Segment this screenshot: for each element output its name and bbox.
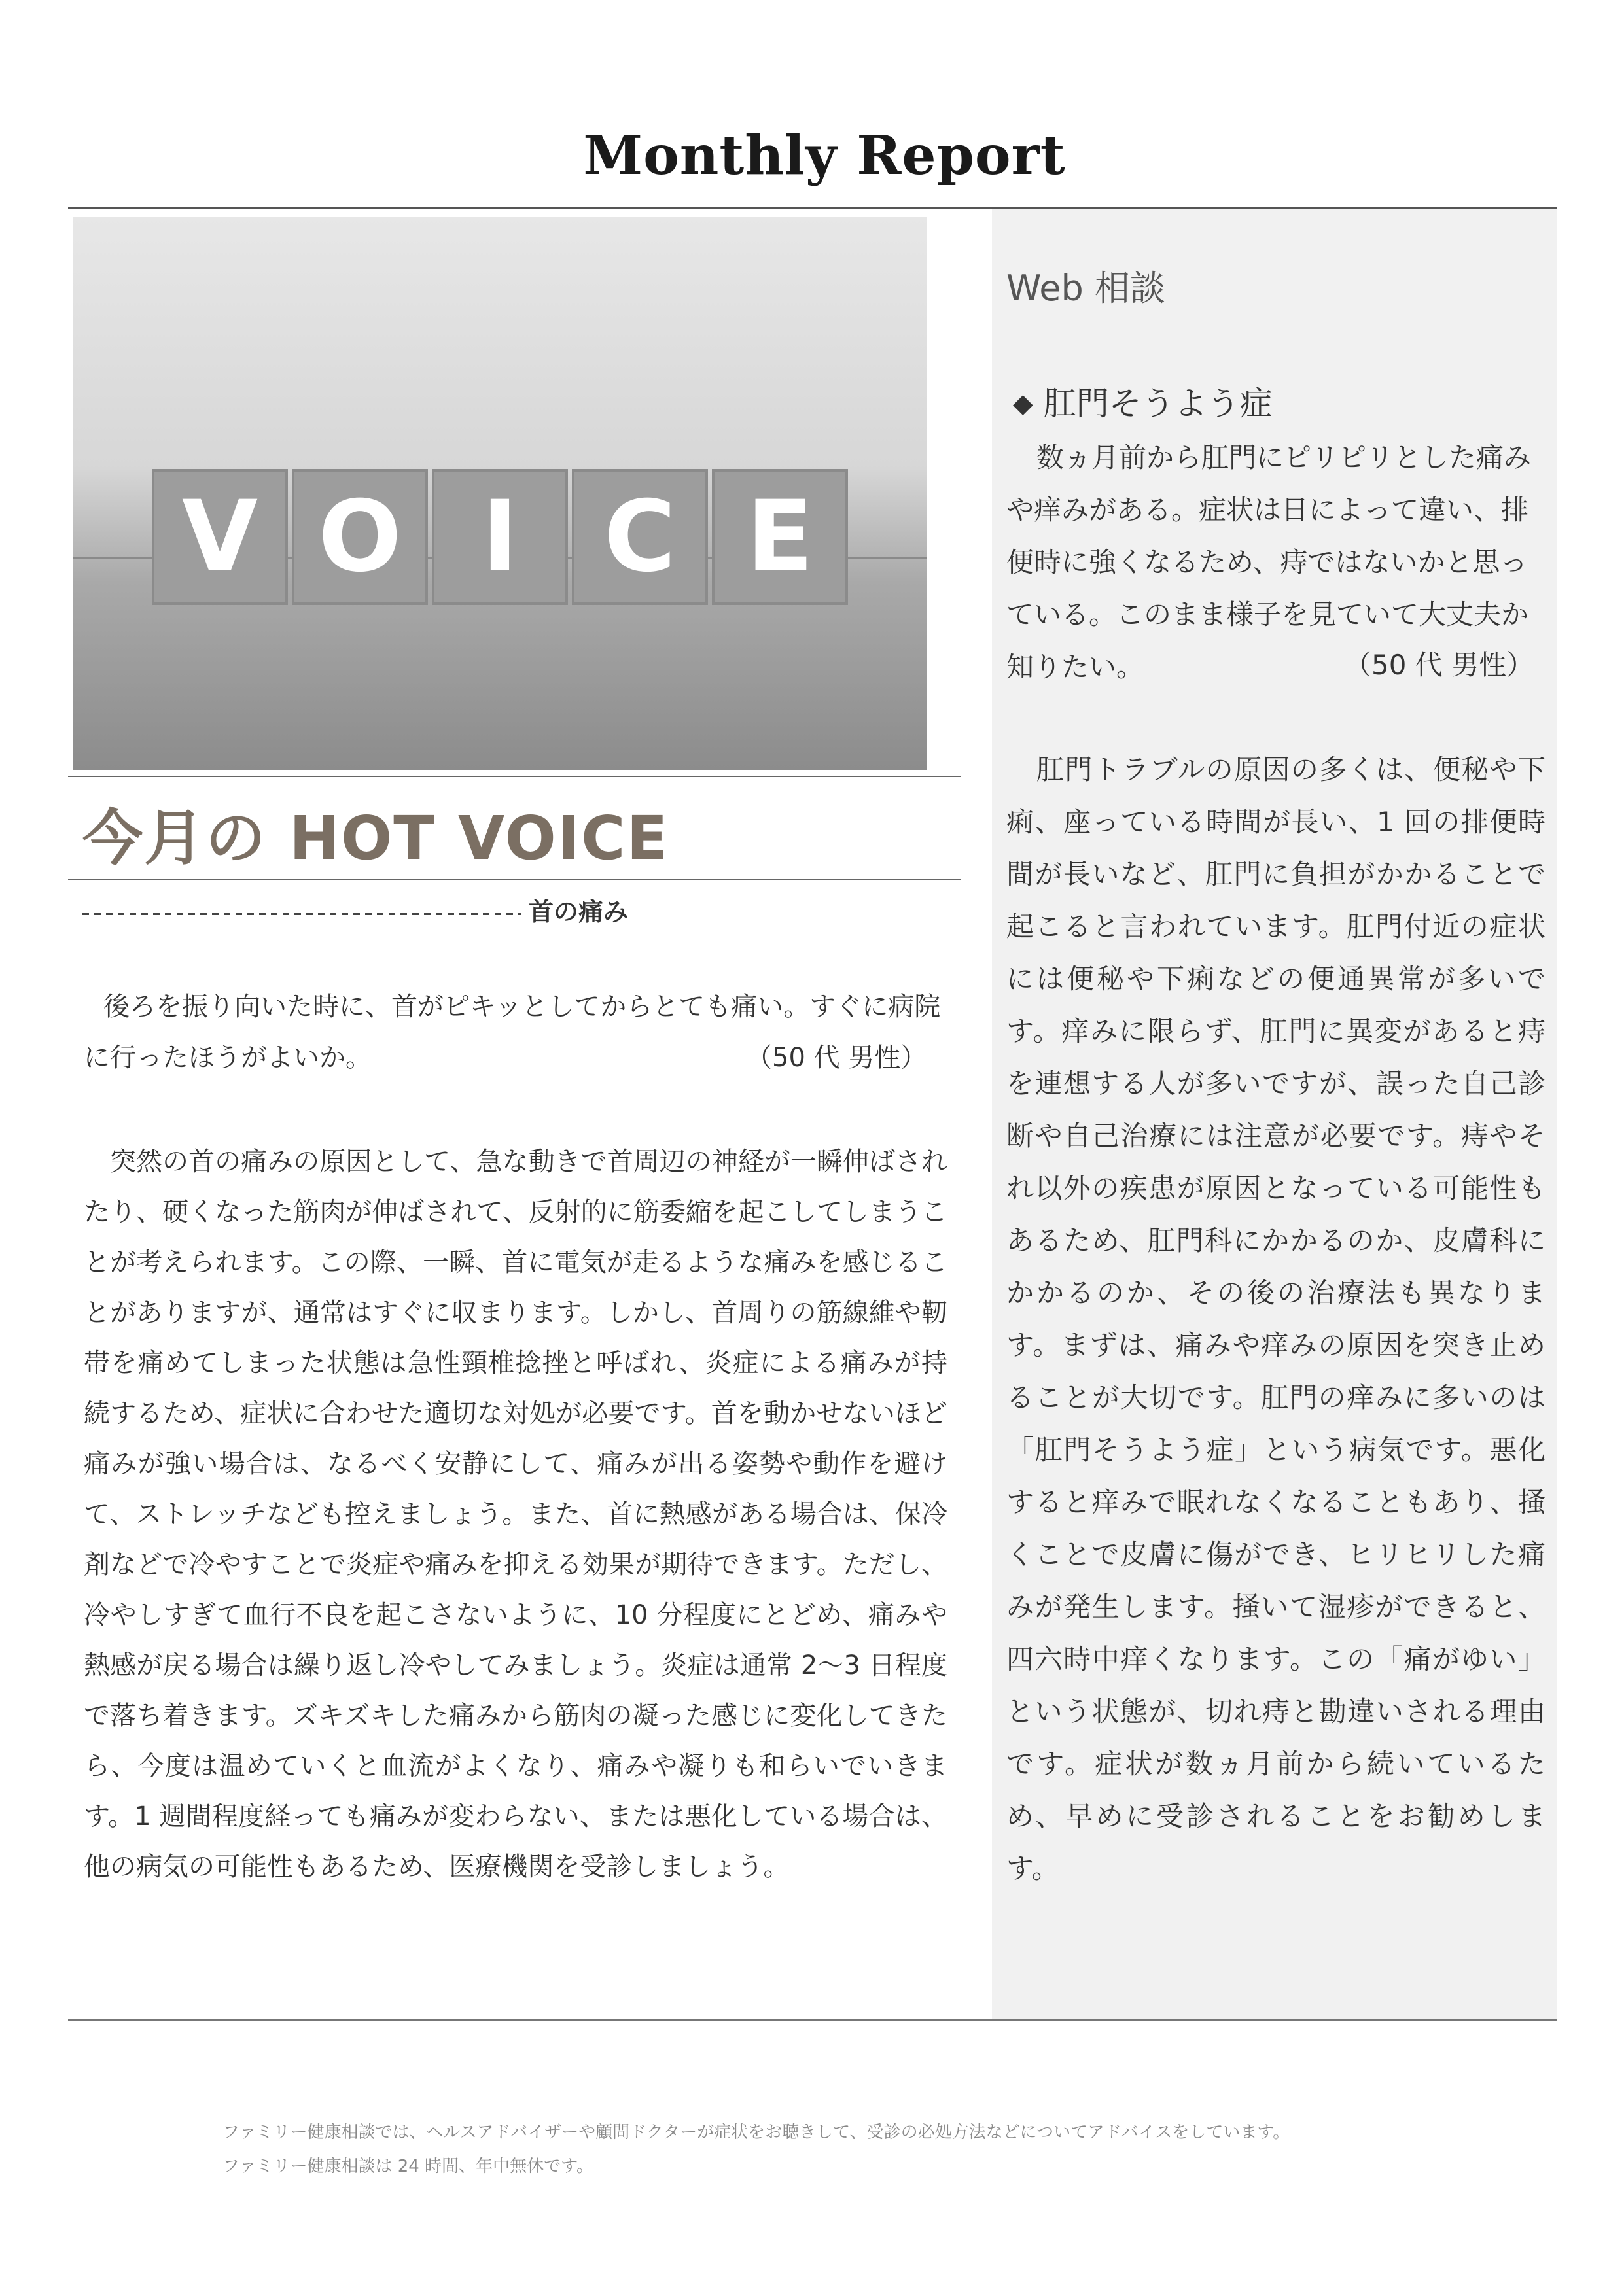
hot-voice-answer: 突然の首の痛みの原因として、急な動きで首周辺の神経が一瞬伸ばされたり、硬くなった筋肉が伸ばされて、反射的に筋委縮を起こしてしまうことが考えられます。この際、一瞬、首に電気が走るような痛みを感じることがありますが、通常はすぐに収まります。しかし、首周りの筋線維や靭帯を痛めてしまった状態は急性頸椎捻挫と呼ばれ、炎症による痛みが持続するため、症状に合わせた適切な対処が必要です。首を動かせないほど痛みが強い場合は、なるべく安静にして、痛みが出る姿勢や動作を避けて、ストレッチなども控えましょう。また、首に熱感がある場合は、保冷剤などで冷やすことで炎症や痛みを抑える効果が期待できます。ただし、冷やしすぎて血行不良を起こさないように、10 分程度にとどめ、痛みや熱感が戻る場合は繰り返し冷やしてみましょう。炎症は通常 2～3 日程度で落ち着きます。ズキズキした痛みから筋肉の凝った感じに変化してきたら、今度は温めていくと血流がよくなり、痛みや凝りも和らいでいきます。1 週間程度経っても痛みが変わらない、または悪化している場合は、他の病気の可能性もあるため、医療機関を受診しましょう。: [84, 1147, 947, 1882]
hot-voice-question-age: （50 代 男性）: [746, 1043, 927, 1073]
dashed-leader: [82, 912, 521, 916]
footer-line-2: ファミリー健康相談は 24 時間、年中無休です。: [222, 2157, 594, 2176]
hot-voice-top-divider: [68, 776, 961, 777]
hot-voice-subtitle: 首の痛み: [529, 897, 629, 926]
voice-block-i: I: [432, 469, 568, 605]
web-consultation-question: 数ヵ月前から肛門にピリピリとした痛みや痒みがある。症状は日によって違い、排便時に強くなるため、痔ではないかと思っている。このまま様子を見ていて大丈夫か知りたい。: [1006, 442, 1532, 683]
page-title: Monthly Report: [583, 124, 1066, 187]
voice-block-v: V: [152, 469, 288, 605]
diamond-icon: ◆: [1013, 389, 1033, 419]
web-consultation-answer: 肛門トラブルの原因の多くは、便秘や下痢、座っている時間が長い、1 回の排便時間が長いなど、肛門に負担がかかることで起こると言われています。肛門付近の症状には便秘や下痢などの便通異常が多いです。痒みに限らず、肛門に異変があると痔を連想する人が多いですが、誤った自己診断や自己治療には注意が必要です。痔やそれ以外の疾患が原因となっている可能性もあるため、肛門科にかかるのか、皮膚科にかかるのか、その後の治療法も異なります。まずは、痛みや痒みの原因を突き止めることが大切です。肛門の痒みに多いのは「肛門そうよう症」という病気です。悪化すると痒みで眠れなくなることもあり、掻くことで皮膚に傷ができ、ヒリヒリした痛みが発生します。掻いて湿疹ができると、四六時中痒くなります。この「痛がゆい」という状態が、切れ痔と勘違いされる理由です。症状が数ヵ月前から続いているため、早めに受診されることをお勧めします。: [1006, 754, 1545, 1885]
web-consultation-title: Web 相談: [1006, 268, 1165, 309]
hot-voice-subtitle-row: [82, 892, 959, 928]
web-consultation-heading: [1013, 377, 1273, 425]
web-consultation-heading-text: 肛門そうよう症: [1043, 385, 1273, 423]
web-consultation-question-age: （50 代 男性）: [1344, 649, 1534, 681]
voice-block-o: O: [292, 469, 428, 605]
footer-line-1: ファミリー健康相談では、ヘルスアドバイザーや顧問ドクターが症状をお聴きして、受診の必処方法などについてアドバイスをしています。: [222, 2123, 1290, 2142]
voice-block-c: C: [572, 469, 708, 605]
hot-voice-divider: [68, 879, 961, 880]
hot-voice-question: 後ろを振り向いた時に、首がピキッとしてからとても痛い。すぐに病院に行ったほうがよいか。: [84, 992, 941, 1073]
voice-photo: [73, 217, 927, 770]
bottom-divider: [68, 2019, 1557, 2021]
voice-block-e: E: [712, 469, 848, 605]
footer: [222, 2115, 1466, 2183]
hot-voice-title: 今月の HOT VOICE: [82, 803, 669, 873]
